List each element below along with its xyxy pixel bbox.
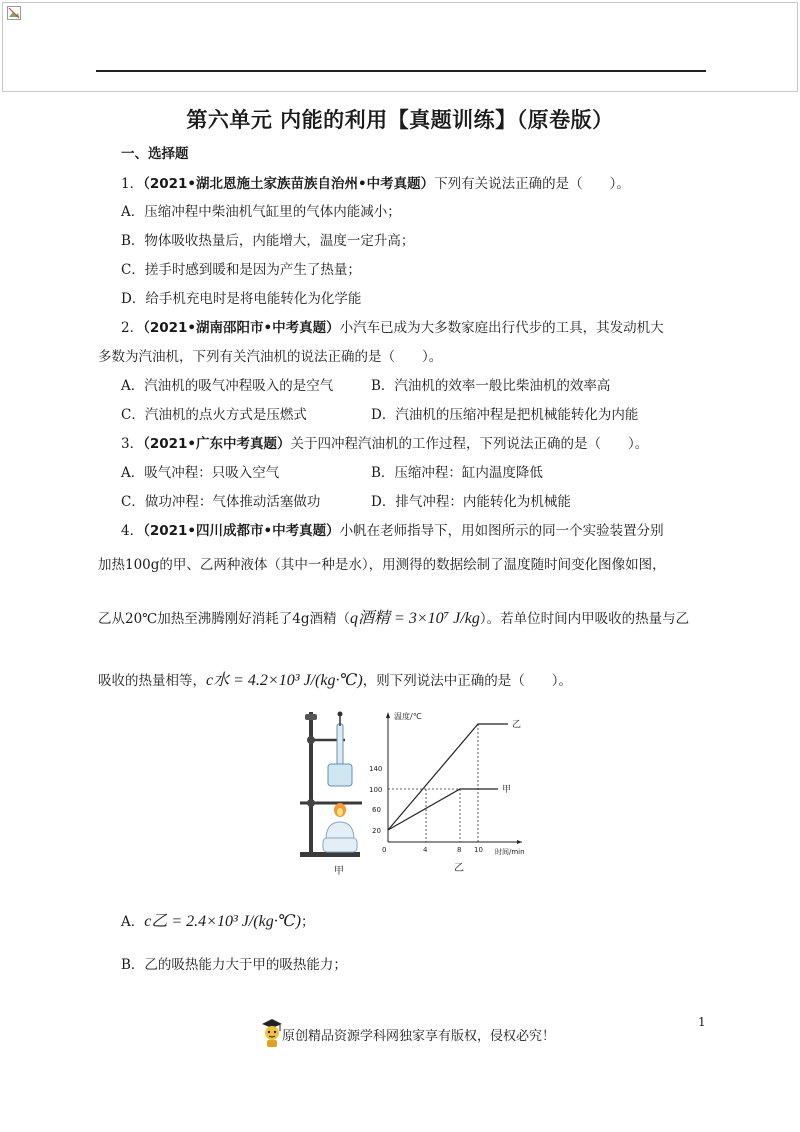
question-4-line3: 乙从20℃加热至沸腾刚好消耗了4g酒精（q酒精 = 3×10⁷ J/kg）。若单位时间内甲吸收的热量与乙	[98, 610, 690, 627]
question-2	[121, 316, 664, 336]
question-source: （2021•广东中考真题）	[143, 436, 291, 452]
section-heading: 一、选择题	[121, 146, 189, 162]
x-axis-label: 时间/min	[495, 848, 525, 856]
option-2a: A．汽油机的吸气冲程吸入的是空气	[121, 378, 334, 394]
experiment-figure	[290, 700, 530, 880]
option-1d: D．给手机充电时是将电能转化为化学能	[121, 291, 362, 307]
option-2b: B．汽油机的效率一般比柴油机的效率高	[371, 378, 611, 394]
option-2d: D．汽油机的压缩冲程是把机械能转化为内能	[371, 407, 639, 423]
question-source: （2021•湖北恩施土家族苗族自治州•中考真题）	[143, 176, 435, 192]
formula-c-yi: c乙 = 2.4×10³ J/(kg·℃)	[144, 913, 301, 930]
question-4-cont: 加热100g的甲、乙两种液体（其中一种是水），用测得的数据绘制了温度随时间变化图像如图，	[98, 557, 666, 573]
x-tick: 10	[474, 846, 483, 854]
page-number: 1	[698, 1015, 706, 1029]
header-frame	[2, 2, 798, 92]
x-tick: 0	[382, 846, 387, 854]
question-1	[121, 172, 630, 192]
series-label: 乙	[512, 720, 522, 730]
question-number: 4．	[121, 523, 144, 539]
question-number: 3．	[121, 436, 144, 452]
option-4a: A．c乙 = 2.4×10³ J/(kg·℃)；	[121, 913, 315, 930]
question-stem: 小帆在老师指导下，用如图所示的同一个实验装置分别	[339, 523, 664, 539]
question-stem: 关于四冲程汽油机的工作过程，下列说法正确的是（ ）。	[290, 436, 649, 452]
question-3	[121, 432, 648, 452]
series-label: 甲	[502, 785, 512, 795]
option-3a: A．吸气冲程：只吸入空气	[121, 465, 280, 481]
question-4-line4: 吸收的热量相等，c水 = 4.2×10³ J/(kg·℃)，则下列说法中正确的是（ ）。	[98, 672, 572, 689]
y-tick: 20	[372, 827, 381, 835]
copyright-notice: 原创精品资源学科网独家享有版权，侵权必究！	[282, 1029, 556, 1044]
formula-c: c水 = 4.2×10³ J/(kg·℃)	[206, 672, 363, 689]
page-title: 第六单元 内能的利用【真题训练】（原卷版）	[186, 108, 614, 132]
option-3d: D．排气冲程：内能转化为机械能	[371, 494, 571, 510]
option-3b: B．压缩冲程：缸内温度降低	[371, 465, 543, 481]
y-tick: 140	[369, 765, 383, 773]
graph-caption: 乙	[454, 863, 464, 874]
formula-q: q酒精 = 3×10⁷ J/kg	[350, 610, 480, 627]
option-2c: C．汽油机的点火方式是压燃式	[121, 407, 307, 423]
option-1a: A．压缩冲程中柴油机气缸里的气体内能减小；	[121, 204, 401, 220]
apparatus-caption: 甲	[334, 866, 344, 877]
broken-image-icon	[7, 6, 21, 20]
header-rule	[96, 70, 706, 72]
y-tick: 60	[372, 806, 381, 814]
question-2-cont: 多数为汽油机，下列有关汽油机的说法正确的是（ ）。	[98, 349, 443, 365]
option-1c: C．搓手时感到暖和是因为产生了热量；	[121, 262, 361, 278]
option-1b: B．物体吸收热量后，内能增大，温度一定升高；	[121, 233, 415, 249]
question-number: 2．	[121, 320, 144, 336]
question-stem: 下列有关说法正确的是（ ）。	[434, 176, 630, 192]
option-4b: B．乙的吸热能力大于甲的吸热能力；	[121, 957, 347, 973]
x-tick: 4	[423, 846, 428, 854]
apparatus-illustration	[300, 712, 362, 878]
question-4	[121, 519, 664, 539]
temperature-graph	[369, 711, 525, 874]
question-source: （2021•四川成都市•中考真题）	[143, 523, 340, 539]
question-number: 1．	[121, 176, 144, 192]
y-tick: 100	[369, 786, 383, 794]
question-stem: 小汽车已成为大多数家庭出行代步的工具，其发动机大	[339, 320, 664, 336]
question-source: （2021•湖南邵阳市•中考真题）	[143, 320, 340, 336]
option-3c: C．做功冲程：气体推动活塞做功	[121, 494, 321, 510]
x-tick: 8	[457, 846, 462, 854]
y-axis-label: 温度/℃	[394, 712, 422, 721]
